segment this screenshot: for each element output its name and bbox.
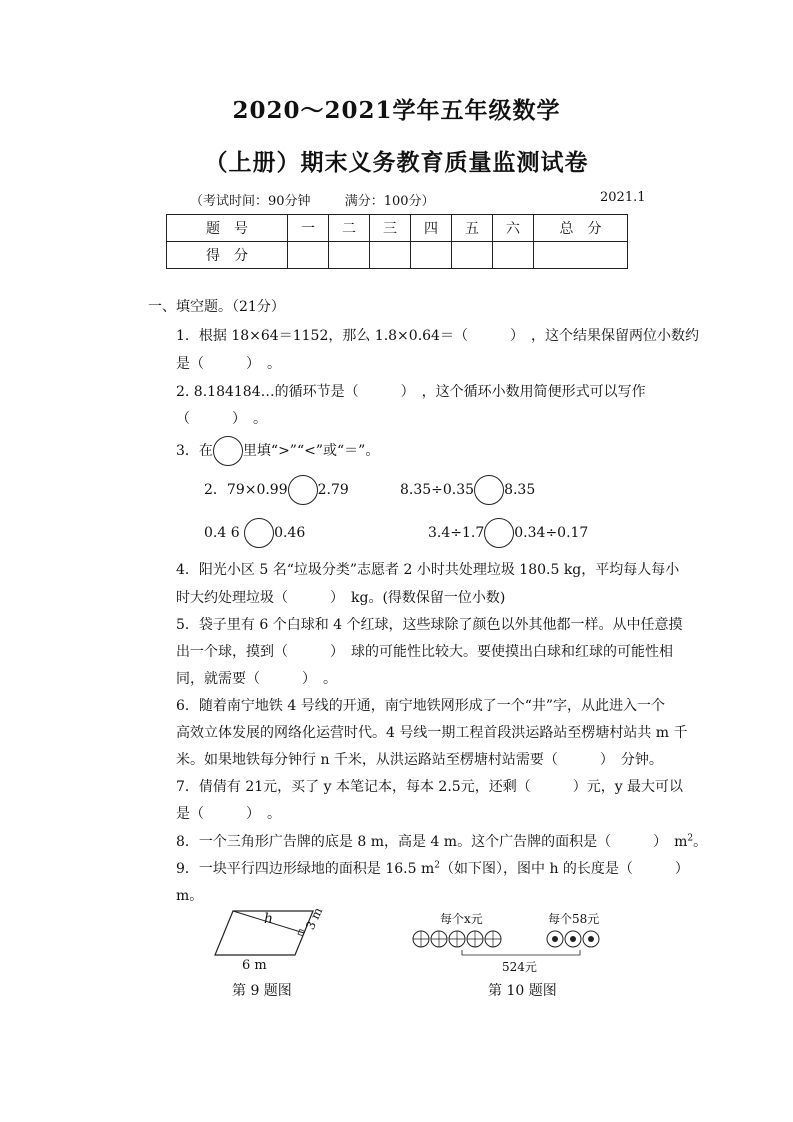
exam-time: （考试时间：90分钟 [190,194,311,209]
question-6-line-2: 高效立体发展的网络化运营时代。4 号线一期工程首段洪运路站至楞塘村站共 m 千 [176,725,688,741]
compare-left: 0.4 6 [204,525,240,541]
total-bracket [462,950,580,955]
basketball-icon [431,931,447,947]
compare-left: 8.35÷0.35 [400,482,475,498]
score-empty-cell [452,242,493,269]
soccer-ball-icon [583,931,599,947]
compare-item-3 [204,518,305,548]
score-empty-cell [329,242,370,269]
compare-item-4 [428,518,588,548]
question-2-line-2: （ ） 。 [176,411,267,427]
figure-10-label-total: 524元 [502,960,537,974]
compare-left: 3.4÷1.7 [428,525,485,541]
figure-9-label-h: h [264,911,274,927]
compare-right: 8.35 [504,482,536,498]
answer-circle[interactable] [474,475,504,505]
question-2-line-1: 2. 8.184184…的循环节是（ ） ，这个循环小数用简便形式可以写作 [176,384,646,400]
score-empty-cell [288,242,329,269]
figure-9-caption: 第 9 题图 [232,983,292,999]
question-8-text: 8．一个三角形广告牌的底是 8 m，高是 4 m。这个广告牌的面积是（ ） m [176,834,688,850]
question-3-prompt [176,436,379,466]
question-9-line-2: m。 [176,888,204,904]
compare-right: 2.79 [317,482,349,498]
title-line-2: （上册）期末义务教育质量监测试卷 [204,149,589,176]
basketball-icon [413,931,429,947]
compare-left: 2．79×0.99 [204,482,288,498]
score-empty-cell [493,242,534,269]
question-9-line-1 [176,858,689,878]
score-cell: 二 [329,215,370,242]
question-5-line-3: 同，就需要（ ） 。 [176,671,337,687]
score-cell: 四 [411,215,452,242]
question-9-text: 9．一块平行四边形绿地的面积是 16.5 m [176,861,435,877]
score-label-cell: 得 分 [167,242,288,269]
score-empty-cell [411,242,452,269]
score-table-score-row [167,242,628,269]
soccer-ball-icon [565,931,581,947]
answer-circle[interactable] [288,475,318,505]
basketball-icon [485,931,501,947]
score-table [166,214,628,269]
compare-item-1 [204,475,349,505]
superscript: 2 [687,833,694,844]
figure-10-label-right: 每个58元 [548,912,600,926]
exam-date: 2021.1 [600,190,646,205]
score-empty-cell [534,242,628,269]
question-9-text-2: （如下图），图中 h 的长度是（ ） [440,861,689,877]
figure-9-label-side: 3 m [303,905,326,932]
question-6-line-3: 米。如果地铁每分钟行 n 千米，从洪运路站至楞塘村站需要（ ） 分钟。 [176,752,663,768]
title-line-1: 2020～2021学年五年级数学 [232,97,561,124]
answer-circle[interactable] [244,518,274,548]
question-7-line-2: 是（ ） 。 [176,806,281,822]
question-4-line-2: 时大约处理垃圾（ ） kg。(得数保留一位小数) [176,590,506,606]
exam-meta [190,190,465,209]
question-3-suffix: 里填“>”“<”或“＝”。 [242,443,380,459]
answer-circle[interactable] [213,436,243,466]
basketball-icon [449,931,465,947]
score-cell: 五 [452,215,493,242]
full-score: 满分：100分） [344,194,435,209]
score-cell: 六 [493,215,534,242]
question-5-line-1: 5．袋子里有 6 个白球和 4 个红球，这些球除了颜色以外其他都一样。从中任意摸 [176,617,683,633]
section-heading: 一、填空题。（21分） [148,299,285,315]
compare-item-2 [400,475,535,505]
question-7-line-1: 7．倩倩有 21元，买了 y 本笔记本，每本 2.5元，还剩（ ）元，y 最大可以 [176,779,684,795]
question-4-line-1: 4．阳光小区 5 名“垃圾分类”志愿者 2 小时共处理垃圾 180.5 kg，平均每人每小 [176,562,680,578]
score-empty-cell [370,242,411,269]
question-3-prefix: 3．在 [176,443,213,459]
compare-right: 0.46 [274,525,306,541]
soccer-ball-icon [547,931,563,947]
question-1-line-1: 1．根据 18×64＝1152，那么 1.8×0.64＝（ ） ，这个结果保留两位小数约 [176,328,699,344]
figure-10-label-left: 每个x元 [440,912,483,926]
question-8 [176,831,707,851]
score-table-header-row [167,215,628,242]
figure-9-label-base: 6 m [242,958,267,973]
question-8-end: 。 [693,834,708,850]
question-6-line-1: 6．随着南宁地铁 4 号线的开通，南宁地铁网形成了一个“井”字，从此进入一个 [176,698,666,714]
score-cell: 总 分 [534,215,628,242]
score-cell: 三 [370,215,411,242]
figure-10-caption: 第 10 题图 [488,983,557,999]
answer-circle[interactable] [484,518,514,548]
compare-right: 0.34÷0.17 [514,525,589,541]
question-5-line-2: 出一个球，摸到（ ） 球的可能性比较大。要使摸出白球和红球的可能性相 [176,644,673,660]
question-1-line-2: 是（ ） 。 [176,356,281,372]
score-cell: 题 号 [167,215,288,242]
superscript: 2 [434,860,440,871]
score-cell: 一 [288,215,329,242]
basketball-icon [467,931,483,947]
